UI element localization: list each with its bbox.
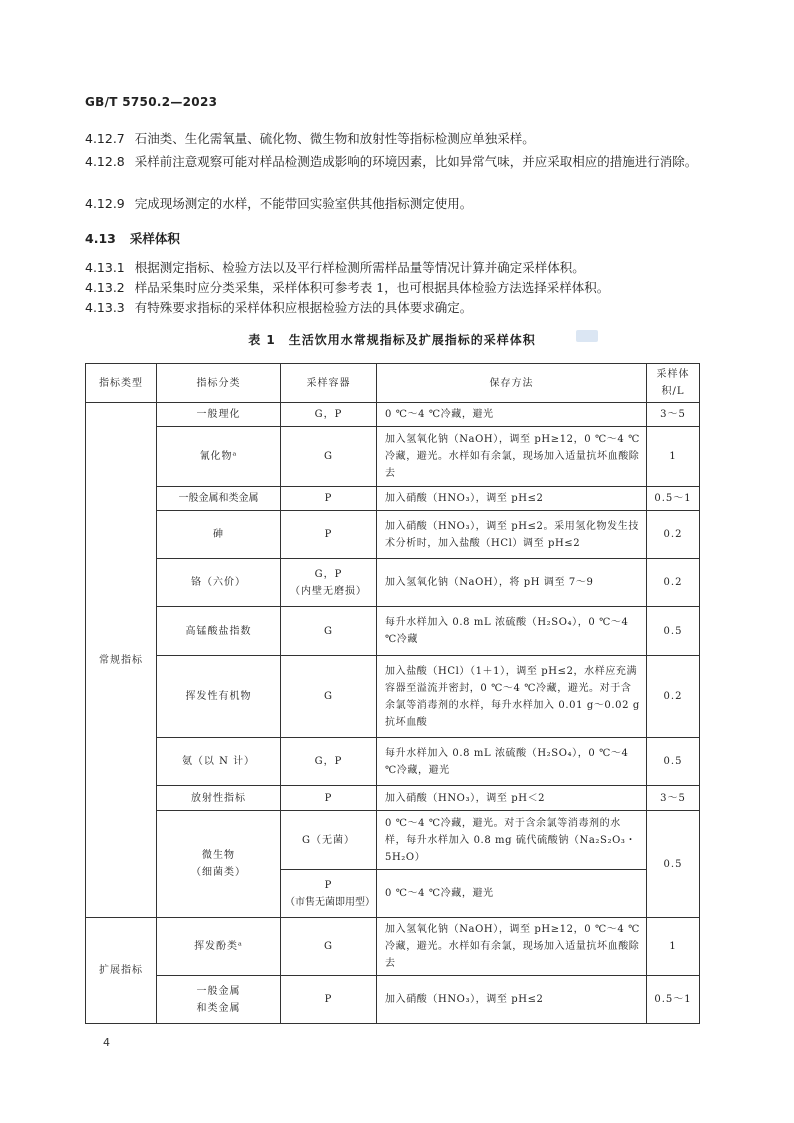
cell-method: 加入氢氧化钠（NaOH），将 pH 调至 7～9 bbox=[377, 559, 647, 607]
cell-volume: 1 bbox=[647, 918, 700, 976]
table-row bbox=[86, 511, 700, 559]
header-type: 指标类型 bbox=[86, 364, 157, 403]
cell-class: 高锰酸盐指数 bbox=[157, 607, 281, 656]
table-row bbox=[86, 918, 700, 976]
table-row bbox=[86, 976, 700, 1024]
cell-method: 加入氢氧化钠（NaOH），调至 pH≥12，0 ℃～4 ℃冷藏，避光。水样如有余氯，现场加入适量抗坏血酸除去 bbox=[377, 918, 647, 976]
clause-text: 完成现场测定的水样，不能带回实验室供其他指标测定使用。 bbox=[134, 196, 473, 211]
clause-number: 4.12.8 bbox=[85, 154, 125, 169]
cell-method: 加入硝酸（HNO₃），调至 pH≤2 bbox=[377, 976, 647, 1024]
cell-class: 挥发酚类ᵃ bbox=[157, 918, 281, 976]
clause-number: 4.13.3 bbox=[85, 300, 125, 315]
cell-volume: 0.5～1 bbox=[647, 487, 700, 511]
standard-code: GB/T 5750.2—2023 bbox=[85, 95, 218, 109]
header-volume: 采样体积/L bbox=[647, 364, 700, 403]
cell-container bbox=[281, 870, 377, 918]
cell-method: 加入氢氧化钠（NaOH），调至 pH≥12，0 ℃～4 ℃冷藏，避光。水样如有余氯，现场加入适量抗坏血酸除去 bbox=[377, 427, 647, 487]
container-note: （市售无菌即用型） bbox=[285, 896, 375, 908]
cell-class bbox=[157, 976, 281, 1024]
table-row bbox=[86, 656, 700, 738]
clause-4-12-7 bbox=[85, 129, 703, 149]
cell-method: 加入硝酸（HNO₃），调至 pH≤2 bbox=[377, 487, 647, 511]
clause-text: 样品采集时应分类采集，采样体积可参考表 1，也可根据具体检验方法选择采样体积。 bbox=[134, 280, 610, 295]
clause-text: 石油类、生化需氧量、硫化物、微生物和放射性等指标检测应单独采样。 bbox=[134, 131, 535, 146]
cell-method: 加入硝酸（HNO₃），调至 pH＜2 bbox=[377, 786, 647, 811]
table-row bbox=[86, 607, 700, 656]
cell-class: 一般理化 bbox=[157, 403, 281, 427]
cell-method: 每升水样加入 0.8 mL 浓硫酸（H₂SO₄），0 ℃～4 ℃冷藏，避光 bbox=[377, 738, 647, 786]
cell-method: 加入盐酸（HCl）（1＋1），调至 pH≤2，水样应充满容器至溢流并密封，0 ℃～4 ℃冷藏，避光。对于含余氯等消毒剂的水样，每升水样加入 0.01 g～0.02 g 抗坏血酸 bbox=[377, 656, 647, 738]
cell-method: 0 ℃～4 ℃冷藏，避光 bbox=[377, 403, 647, 427]
clause-4-13-2 bbox=[85, 278, 703, 298]
cell-class bbox=[157, 811, 281, 918]
cell-class: 砷 bbox=[157, 511, 281, 559]
cell-method: 0 ℃～4 ℃冷藏，避光 bbox=[377, 870, 647, 918]
header-class: 指标分类 bbox=[157, 364, 281, 403]
cell-volume: 0.5 bbox=[647, 738, 700, 786]
cell-volume: 0.2 bbox=[647, 511, 700, 559]
cell-volume: 3～5 bbox=[647, 786, 700, 811]
cell-container: G bbox=[281, 607, 377, 656]
cell-method: 每升水样加入 0.8 mL 浓硫酸（H₂SO₄），0 ℃～4 ℃冷藏 bbox=[377, 607, 647, 656]
header-container: 采样容器 bbox=[281, 364, 377, 403]
cell-class: 铬（六价） bbox=[157, 559, 281, 607]
cell-container: G，P bbox=[281, 403, 377, 427]
cell-volume: 0.5 bbox=[647, 811, 700, 918]
cell-class: 氨（以 N 计） bbox=[157, 738, 281, 786]
table-row bbox=[86, 487, 700, 511]
page-number: 4 bbox=[103, 1036, 110, 1049]
class-line: 一般金属 bbox=[196, 985, 241, 997]
table-row bbox=[86, 403, 700, 427]
section-heading bbox=[85, 229, 180, 247]
cell-class: 放射性指标 bbox=[157, 786, 281, 811]
cell-method: 0 ℃～4 ℃冷藏，避光。对于含余氯等消毒剂的水样，每升水样加入 0.8 mg 硫代硫酸钠（Na₂S₂O₃・5H₂O） bbox=[377, 811, 647, 870]
clause-4-12-8 bbox=[85, 152, 703, 172]
group-extended: 扩展指标 bbox=[86, 918, 157, 1024]
sampling-volume-table bbox=[85, 363, 700, 1024]
cell-volume: 0.5～1 bbox=[647, 976, 700, 1024]
cell-volume: 0.5 bbox=[647, 607, 700, 656]
cell-container: P bbox=[281, 786, 377, 811]
clause-4-12-9 bbox=[85, 194, 703, 214]
watermark-stamp bbox=[576, 330, 598, 342]
group-regular: 常规指标 bbox=[86, 403, 157, 918]
section-title: 采样体积 bbox=[129, 231, 180, 246]
table-row bbox=[86, 427, 700, 487]
table-title: 表 1 生活饮用水常规指标及扩展指标的采样体积 bbox=[248, 333, 536, 347]
cell-container: G bbox=[281, 918, 377, 976]
container-line: G，P bbox=[314, 568, 343, 580]
cell-volume: 0.2 bbox=[647, 656, 700, 738]
clause-4-13-1 bbox=[85, 258, 703, 278]
header-method: 保存方法 bbox=[377, 364, 647, 403]
container-note: （内壁无磨损） bbox=[290, 585, 367, 597]
cell-container: P bbox=[281, 487, 377, 511]
class-note: （细菌类） bbox=[191, 867, 246, 878]
table-row bbox=[86, 559, 700, 607]
clause-number: 4.13.2 bbox=[85, 280, 125, 295]
cell-container: G（无菌） bbox=[281, 811, 377, 870]
cell-volume: 0.2 bbox=[647, 559, 700, 607]
clause-text: 采样前注意观察可能对样品检测造成影响的环境因素，比如异常气味，并应采取相应的措施进行消除。 bbox=[134, 154, 698, 169]
cell-class: 一般金属和类金属 bbox=[157, 487, 281, 511]
clause-number: 4.13.1 bbox=[85, 260, 125, 275]
cell-volume: 3～5 bbox=[647, 403, 700, 427]
cell-container: G bbox=[281, 427, 377, 487]
table-row bbox=[86, 811, 700, 870]
section-number: 4.13 bbox=[85, 231, 116, 246]
clause-text: 有特殊要求指标的采样体积应根据检验方法的具体要求确定。 bbox=[134, 300, 473, 315]
cell-container: G，P bbox=[281, 738, 377, 786]
clause-text: 根据测定指标、检验方法以及平行样检测所需样品量等情况计算并确定采样体积。 bbox=[134, 260, 585, 275]
cell-volume: 1 bbox=[647, 427, 700, 487]
table-row bbox=[86, 786, 700, 811]
table-header-row bbox=[86, 364, 700, 403]
cell-container: G bbox=[281, 656, 377, 738]
cell-class: 氰化物ᵃ bbox=[157, 427, 281, 487]
class-note: 和类金属 bbox=[196, 1002, 241, 1014]
class-line: 微生物 bbox=[202, 850, 235, 861]
table-row bbox=[86, 738, 700, 786]
cell-method: 加入硝酸（HNO₃），调至 pH≤2。采用氢化物发生技术分析时，加入盐酸（HCl）调至 pH≤2 bbox=[377, 511, 647, 559]
cell-container: P bbox=[281, 511, 377, 559]
cell-container: P bbox=[281, 976, 377, 1024]
cell-container bbox=[281, 559, 377, 607]
clause-number: 4.12.7 bbox=[85, 131, 125, 146]
clause-4-13-3 bbox=[85, 298, 703, 318]
clause-number: 4.12.9 bbox=[85, 196, 125, 211]
cell-class: 挥发性有机物 bbox=[157, 656, 281, 738]
container-line: P bbox=[324, 879, 333, 891]
